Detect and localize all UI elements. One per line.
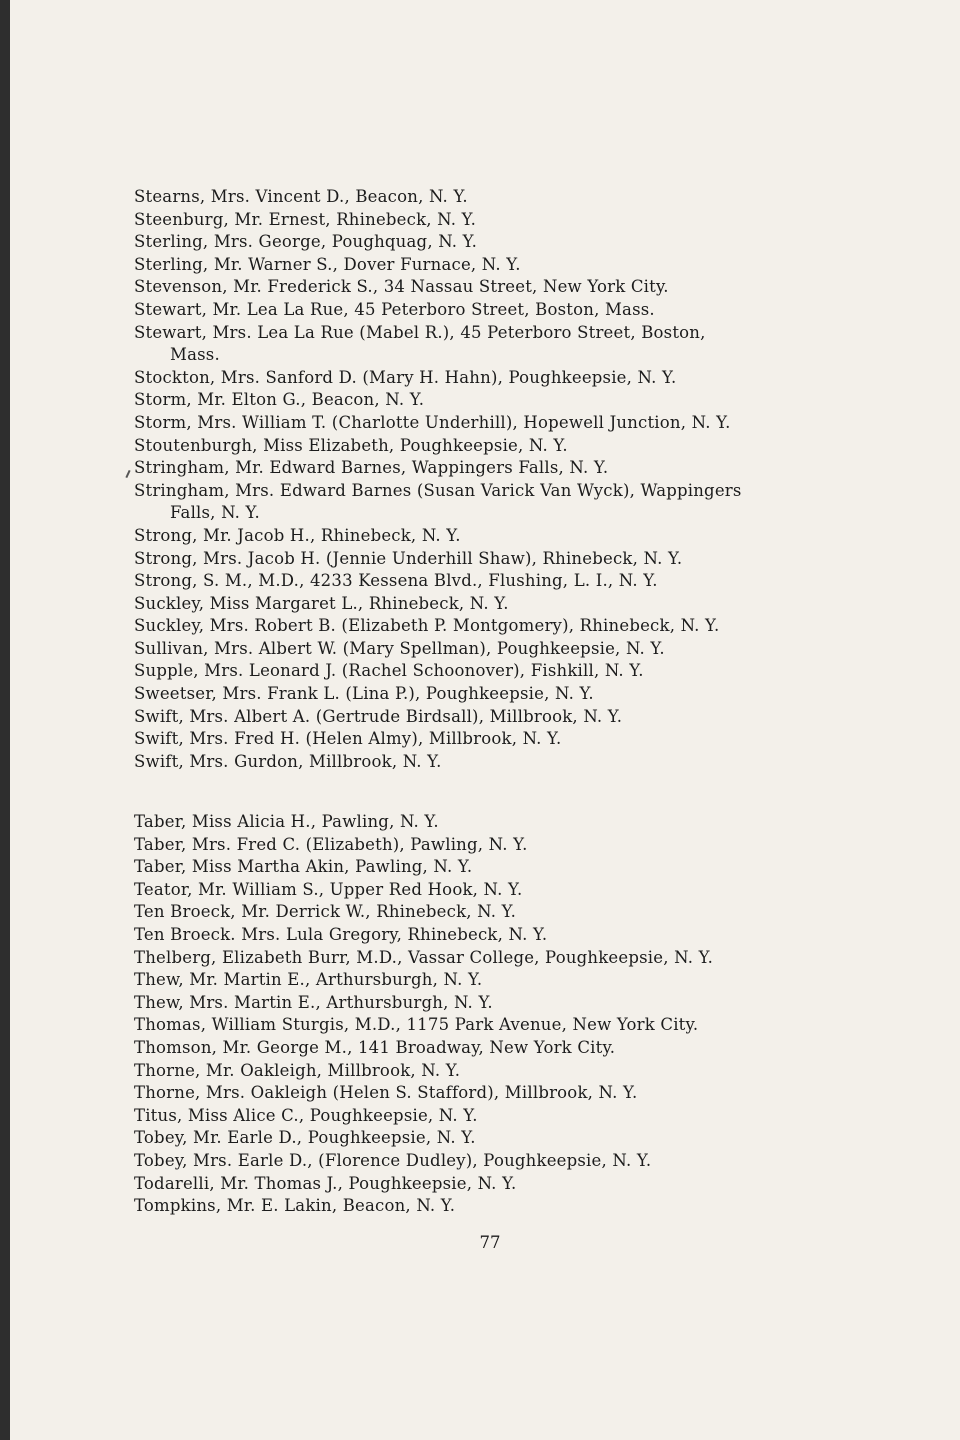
directory-entry-continuation: Falls, N. Y. [170,503,260,523]
margin-tick-mark [125,470,130,478]
directory-entry: Titus, Miss Alice C., Poughkeepsie, N. Y. [134,1105,478,1125]
directory-entry: Tobey, Mr. Earle D., Poughkeepsie, N. Y. [134,1128,476,1148]
directory-entry: Taber, Mrs. Fred C. (Elizabeth), Pawling, N. Y. [134,834,528,854]
t-entries-list [134,811,834,1218]
directory-entry: Sullivan, Mrs. Albert W. (Mary Spellman), Poughkeepsie, N. Y. [134,638,665,658]
directory-entry: Strong, S. M., M.D., 4233 Kessena Blvd., Flushing, L. I., N. Y. [134,571,658,591]
directory-entry: Thew, Mr. Martin E., Arthursburgh, N. Y. [134,970,483,990]
directory-entry: Thorne, Mrs. Oakleigh (Helen S. Stafford), Millbrook, N. Y. [134,1083,638,1103]
directory-entry-continuation: Mass. [170,345,220,365]
directory-entry: Sweetser, Mrs. Frank L. (Lina P.), Poughkeepsie, N. Y. [134,684,594,704]
directory-entry: Stockton, Mrs. Sanford D. (Mary H. Hahn), Poughkeepsie, N. Y. [134,367,677,387]
directory-entry: Taber, Miss Alicia H., Pawling, N. Y. [134,812,439,831]
directory-entry: Suckley, Miss Margaret L., Rhinebeck, N. Y. [134,593,509,613]
directory-entry: Suckley, Mrs. Robert B. (Elizabeth P. Montgomery), Rhinebeck, N. Y. [134,616,720,636]
directory-entry: Stewart, Mrs. Lea La Rue (Mabel R.), 45 Peterboro Street, Boston, [134,322,706,342]
directory-entry: Swift, Mrs. Albert A. (Gertrude Birdsall), Millbrook, N. Y. [134,706,623,726]
directory-entry: Sterling, Mrs. George, Poughquag, N. Y. [134,232,478,252]
directory-entry: Supple, Mrs. Leonard J. (Rachel Schoonover), Fishkill, N. Y. [134,661,644,681]
directory-entry: Thomas, William Sturgis, M.D., 1175 Park Avenue, New York City. [134,1015,699,1035]
directory-entry: Stearns, Mrs. Vincent D., Beacon, N. Y. [134,187,468,206]
directory-entry: Ten Broeck, Mr. Derrick W., Rhinebeck, N. Y. [134,902,517,922]
directory-entry: Thew, Mrs. Martin E., Arthursburgh, N. Y. [134,992,493,1012]
directory-entry: Stringham, Mr. Edward Barnes, Wappingers Falls, N. Y. [134,458,609,478]
directory-entry: Taber, Miss Martha Akin, Pawling, N. Y. [134,857,473,877]
s-entries-list [134,186,834,773]
directory-entry: Stoutenburgh, Miss Elizabeth, Poughkeepsie, N. Y. [134,435,568,455]
directory-entry: Storm, Mr. Elton G., Beacon, N. Y. [134,390,425,410]
directory-entry: Tobey, Mrs. Earle D., (Florence Dudley), Poughkeepsie, N. Y. [134,1150,652,1170]
directory-entry: Todarelli, Mr. Thomas J., Poughkeepsie, N. Y. [134,1173,517,1193]
directory-entry: Strong, Mr. Jacob H., Rhinebeck, N. Y. [134,525,461,545]
directory-entry: Steenburg, Mr. Ernest, Rhinebeck, N. Y. [134,209,477,229]
directory-entry: Thorne, Mr. Oakleigh, Millbrook, N. Y. [134,1060,461,1080]
directory-entry: Thomson, Mr. George M., 141 Broadway, New York City. [134,1037,616,1057]
directory-entry: Sterling, Mr. Warner S., Dover Furnace, N. Y. [134,254,521,274]
directory-entry: Teator, Mr. William S., Upper Red Hook, N. Y. [134,879,523,899]
directory-entry: Storm, Mrs. William T. (Charlotte Underhill), Hopewell Junction, N. Y. [134,412,731,432]
directory-entry: Stevenson, Mr. Frederick S., 34 Nassau Street, New York City. [134,277,669,297]
directory-entry: Ten Broeck. Mrs. Lula Gregory, Rhinebeck, N. Y. [134,924,548,944]
directory-entry: Stringham, Mrs. Edward Barnes (Susan Varick Van Wyck), Wappingers [134,480,742,500]
directory-entry: Strong, Mrs. Jacob H. (Jennie Underhill Shaw), Rhinebeck, N. Y. [134,548,683,568]
page-number: 77 [479,1233,501,1252]
directory-entry: Tompkins, Mr. E. Lakin, Beacon, N. Y. [134,1196,456,1216]
directory-entry: Stewart, Mr. Lea La Rue, 45 Peterboro Street, Boston, Mass. [134,299,655,319]
directory-entry: Swift, Mrs. Gurdon, Millbrook, N. Y. [134,751,442,771]
directory-entry: Thelberg, Elizabeth Burr, M.D., Vassar College, Poughkeepsie, N. Y. [134,947,714,967]
directory-entry: Swift, Mrs. Fred H. (Helen Almy), Millbrook, N. Y. [134,729,562,749]
